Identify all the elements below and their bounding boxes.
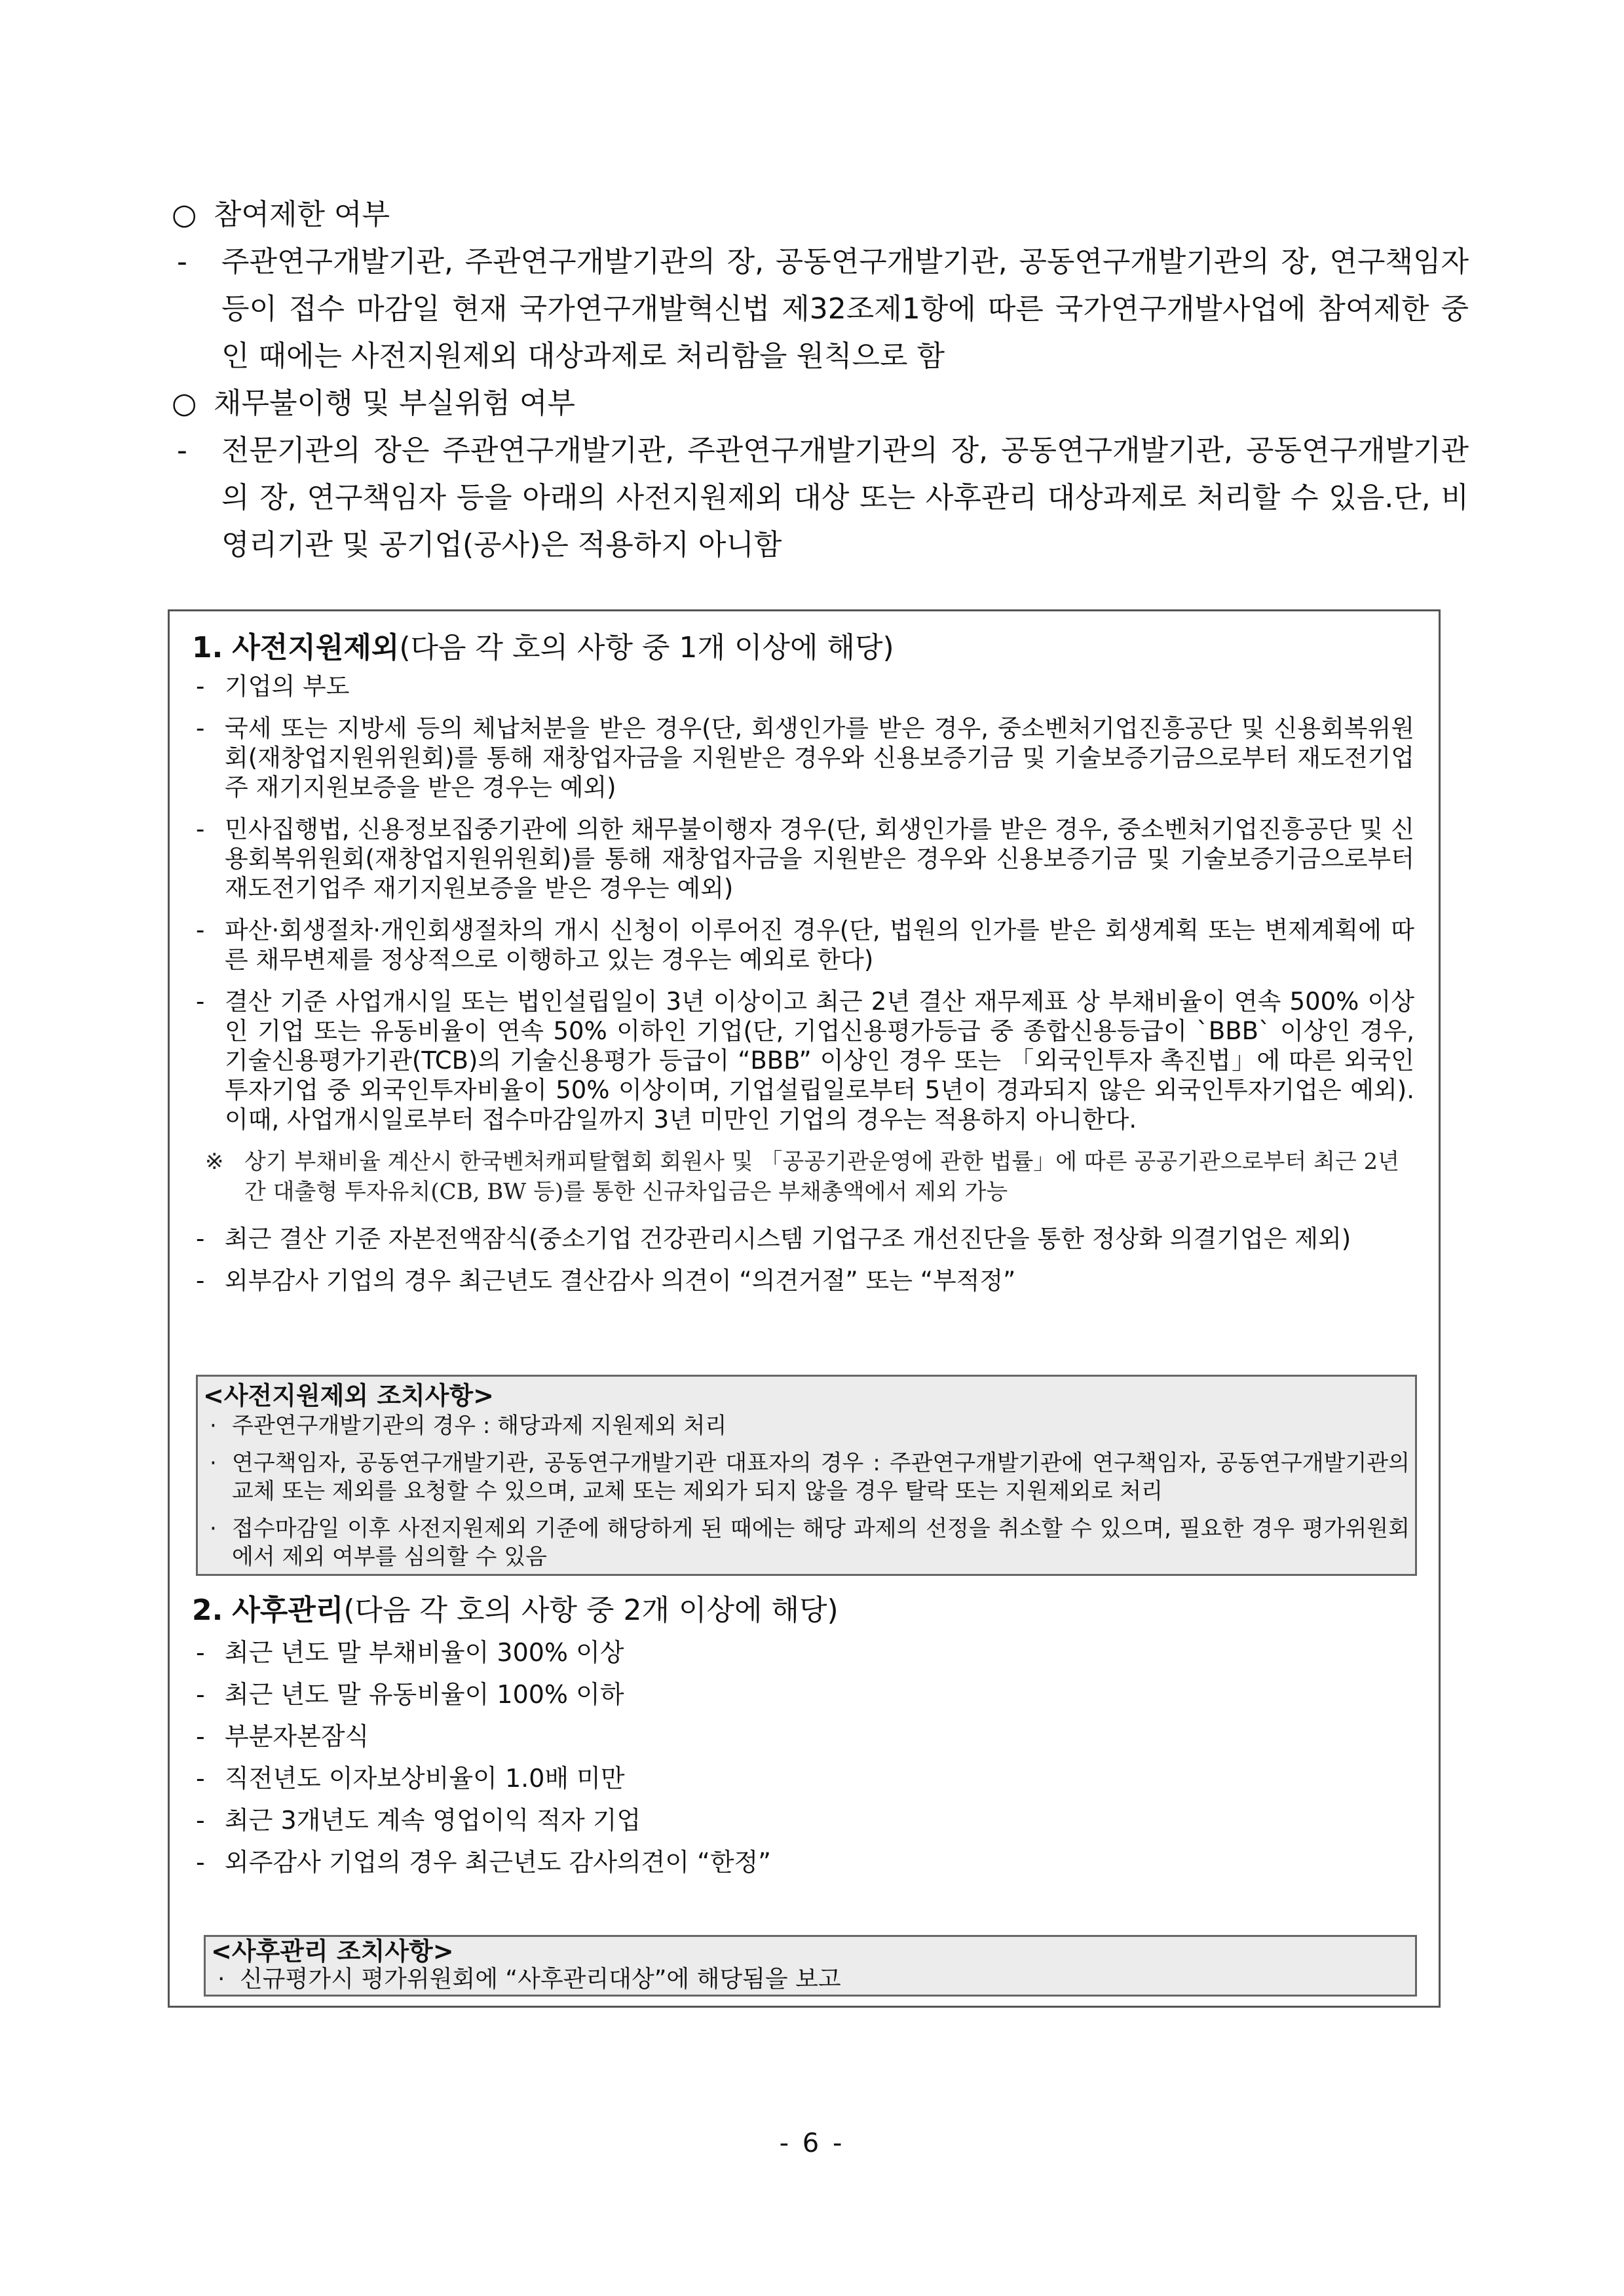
section1-list bbox=[196, 672, 1414, 1308]
list-item: - 민사집행법, 신용정보집중기관에 의한 채무불이행자 경우(단, 회생인가를 받은 경우, 중소벤처기업진흥공단 및 신용회복위원회(재창업지원위원회)를 통해 재창업자금을 지원받은 경우와 신용보증기금 및 기술보증기금으로부터 재도전기업주 재기지원보증을 받은 경우는 예외) bbox=[196, 815, 1414, 902]
circle-bullet-icon: ○ bbox=[172, 387, 197, 420]
list-item: - 최근 결산 기준 자본전액잠식(중소기업 건강관리시스템 기업구조 개선진단을 통한 정상화 의결기업은 제외) bbox=[196, 1225, 1351, 1253]
action-item: · 접수마감일 이후 사전지원제외 기준에 해당하게 된 때에는 해당 과제의 선정을 취소할 수 있으며, 필요한 경우 평가위원회에서 제외 여부를 심의할 수 있음 bbox=[210, 1516, 1410, 1570]
reference-mark-icon: ※ bbox=[205, 1149, 224, 1175]
section2-list bbox=[196, 1637, 1414, 1889]
list-item: - 최근 년도 말 유동비율이 100% 이하 bbox=[196, 1680, 624, 1709]
list-item: - 외주감사 기업의 경우 최근년도 감사의견이 “한정” bbox=[196, 1848, 771, 1877]
section1-title: 1. 사전지원제외(다음 각 호의 사항 중 1개 이상에 해당) bbox=[192, 631, 894, 664]
list-item: - 부분자본잠식 bbox=[196, 1722, 369, 1751]
list-item: - 최근 3개년도 계속 영업이익 적자 기업 bbox=[196, 1806, 641, 1835]
dash-marker: - bbox=[177, 245, 187, 278]
default-heading: ○ 채무불이행 및 부실위험 여부 bbox=[172, 380, 1469, 427]
action-heading: <사전지원제외 조치사항> bbox=[203, 1381, 494, 1410]
section2-action-box bbox=[204, 1935, 1417, 1997]
action-heading: <사후관리 조치사항> bbox=[211, 1937, 454, 1966]
list-item: - 외부감사 기업의 경우 최근년도 결산감사 의견이 “의견거절” 또는 “부적정” bbox=[196, 1267, 1016, 1295]
list-item: - 파산·회생절차·개인회생절차의 개시 신청이 이루어진 경우(단, 법원의 인가를 받은 회생계획 또는 변제계획에 따른 채무변제를 정상적으로 이행하고 있는 경우는 예외로 한다) bbox=[196, 916, 1414, 974]
list-item: - 국세 또는 지방세 등의 체납처분을 받은 경우(단, 회생인가를 받은 경우, 중소벤처기업진흥공단 및 신용회복위원회(재창업지원위원회)를 통해 재창업자금을 지원받은 경우와 신용보증기금 및 기술보증기금으로부터 재도전기업주 재기지원보증을 받은 경우는 예외) bbox=[196, 714, 1414, 801]
list-item: - 최근 년도 말 부채비율이 300% 이상 bbox=[196, 1638, 624, 1667]
dash-marker: - bbox=[177, 434, 187, 467]
intro-section bbox=[172, 191, 1469, 569]
list-item: - 기업의 부도 bbox=[196, 672, 350, 700]
list-item: - 직전년도 이자보상비율이 1.0배 미만 bbox=[196, 1764, 625, 1793]
criteria-box bbox=[168, 609, 1441, 2008]
section2-title: 2. 사후관리(다음 각 호의 사항 중 2개 이상에 해당) bbox=[192, 1594, 839, 1627]
action-item: · 주관연구개발기관의 경우 : 해당과제 지원제외 처리 bbox=[210, 1413, 727, 1439]
participation-paragraph: - 주관연구개발기관, 주관연구개발기관의 장, 공동연구개발기관, 공동연구개발기관의 장, 연구책임자 등이 접수 마감일 현재 국가연구개발혁신법 제32조제1항에 따른 국가연구개발사업에 참여제한 중인 때에는 사전지원제외 대상과제로 처리함을 원칙으로 함 bbox=[172, 239, 1469, 380]
list-item: - 결산 기준 사업개시일 또는 법인설립일이 3년 이상이고 최근 2년 결산 재무제표 상 부채비율이 연속 500% 이상인 기업 또는 유동비율이 연속 50% 이하인 기업(단, 기업신용평가등급 중 종합신용등급이 `BBB` 이상인 경우, 기술신용평가기관(TCB)의 기술신용평가 등급이 “BBB” 이상인 경우 또는 「외국인투자 촉진법」에 따른 외국인투자기업 중 외국인투자비율이 50% 이상이며, 기업설립일로부터 5년이 경과되지 않은 외국인투자기업은 예외). 이때, 사업개시일로부터 접수마감일까지 3년 미만인 기업의 경우는 적용하지 아니한다. bbox=[196, 987, 1414, 1134]
participation-heading: ○ 참여제한 여부 bbox=[172, 191, 1469, 239]
circle-bullet-icon: ○ bbox=[172, 198, 197, 231]
default-paragraph: - 전문기관의 장은 주관연구개발기관, 주관연구개발기관의 장, 공동연구개발기관, 공동연구개발기관의 장, 연구책임자 등을 아래의 사전지원제외 대상 또는 사후관리 대상과제로 처리할 수 있음.단, 비영리기관 및 공기업(공사)은 적용하지 아니함 bbox=[172, 427, 1469, 569]
action-item: · 신규평가시 평가위원회에 “사후관리대상”에 해당됨을 보고 bbox=[217, 1966, 841, 1993]
page-number: - 6 - bbox=[779, 2128, 845, 2158]
footnote: ※ 상기 부채비율 계산시 한국벤처캐피탈협회 회원사 및 「공공기관운영에 관한 법률」에 따른 공공기관으로부터 최근 2년간 대출형 투자유치(CB, BW 등)를 통한 신규차입금은 부채총액에서 제외 가능 bbox=[205, 1147, 1414, 1207]
section1-action-box bbox=[196, 1375, 1417, 1576]
action-item: · 연구책임자, 공동연구개발기관, 공동연구개발기관 대표자의 경우 : 주관연구개발기관에 연구책임자, 공동연구개발기관의 교체 또는 제외를 요청할 수 있으며, 교체 또는 제외가 되지 않을 경우 탈락 또는 지원제외로 처리 bbox=[210, 1450, 1410, 1504]
